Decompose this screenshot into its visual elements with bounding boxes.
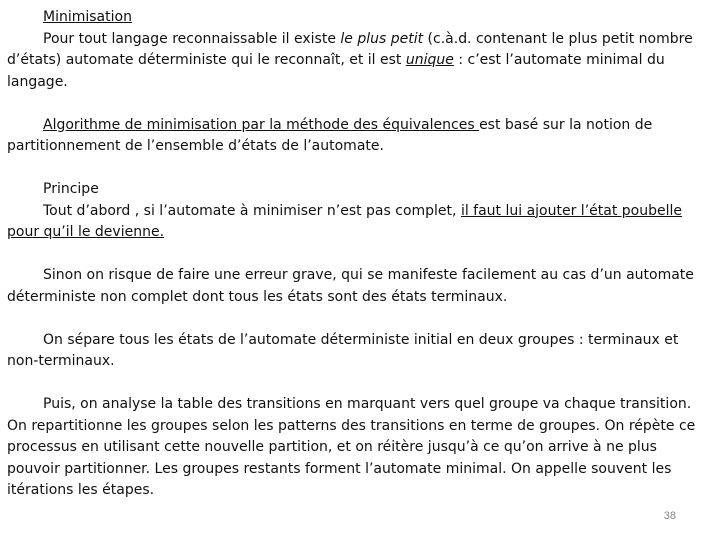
definition-paragraph [7, 29, 713, 94]
spacer [7, 308, 713, 330]
page-number: 38 [663, 510, 676, 522]
section-heading: Minimisation [43, 9, 132, 25]
definition-emphasis-smallest: le plus petit [340, 30, 424, 47]
complete-underlined: il faut lui ajouter l’état poubelle pour qu’il le devienne. [7, 202, 682, 240]
slide-content [7, 7, 713, 502]
complete-text: Tout d’abord , si l’automate à minimiser n’est pas complet, [43, 202, 461, 219]
spacer [7, 93, 713, 115]
algorithm-paragraph [7, 115, 713, 158]
spacer [7, 158, 713, 180]
split-paragraph: On sépare tous les états de l’automate déterministe initial en deux groupes : terminaux et non-terminaux. [7, 331, 679, 369]
spacer [7, 244, 713, 266]
definition-text-a: Pour tout langage reconnaissable il existe [43, 30, 341, 47]
principe-title: Principe [43, 181, 99, 197]
iteration-paragraph: Puis, on analyse la table des transitions en marquant vers quel groupe va chaque transition. On repartitionne les groupes selon les patterns des transitions en terme de groupes. On répète ce processus en utilisant cette nouvelle partition, et on réitère jusqu’à ce qu’on arrive à ne plus pouvoir partitionner. Les groupes restants forment l’automate minimal. On appelle souvent les itérations les étapes. [7, 396, 696, 498]
algorithm-title: Algorithme de minimisation par la méthode des équivalences [43, 116, 480, 133]
definition-emphasis-unique: unique [405, 52, 454, 68]
algorithm-text: est basé sur la notion de partitionnement de l’ensemble d’états de l’automate. [7, 116, 653, 154]
spacer [7, 373, 713, 395]
complete-paragraph [7, 201, 713, 244]
definition-text-b: (c.à.d. contenant le plus petit nombre d’états) automate déterministe qui le reconnaît, et il est [7, 30, 693, 68]
definition-text-c: : c’est l’automate minimal du langage. [7, 52, 665, 90]
warning-paragraph: Sinon on risque de faire une erreur grave, qui se manifeste facilement au cas d’un automate déterministe non complet dont tous les états sont des états terminaux. [7, 267, 694, 305]
